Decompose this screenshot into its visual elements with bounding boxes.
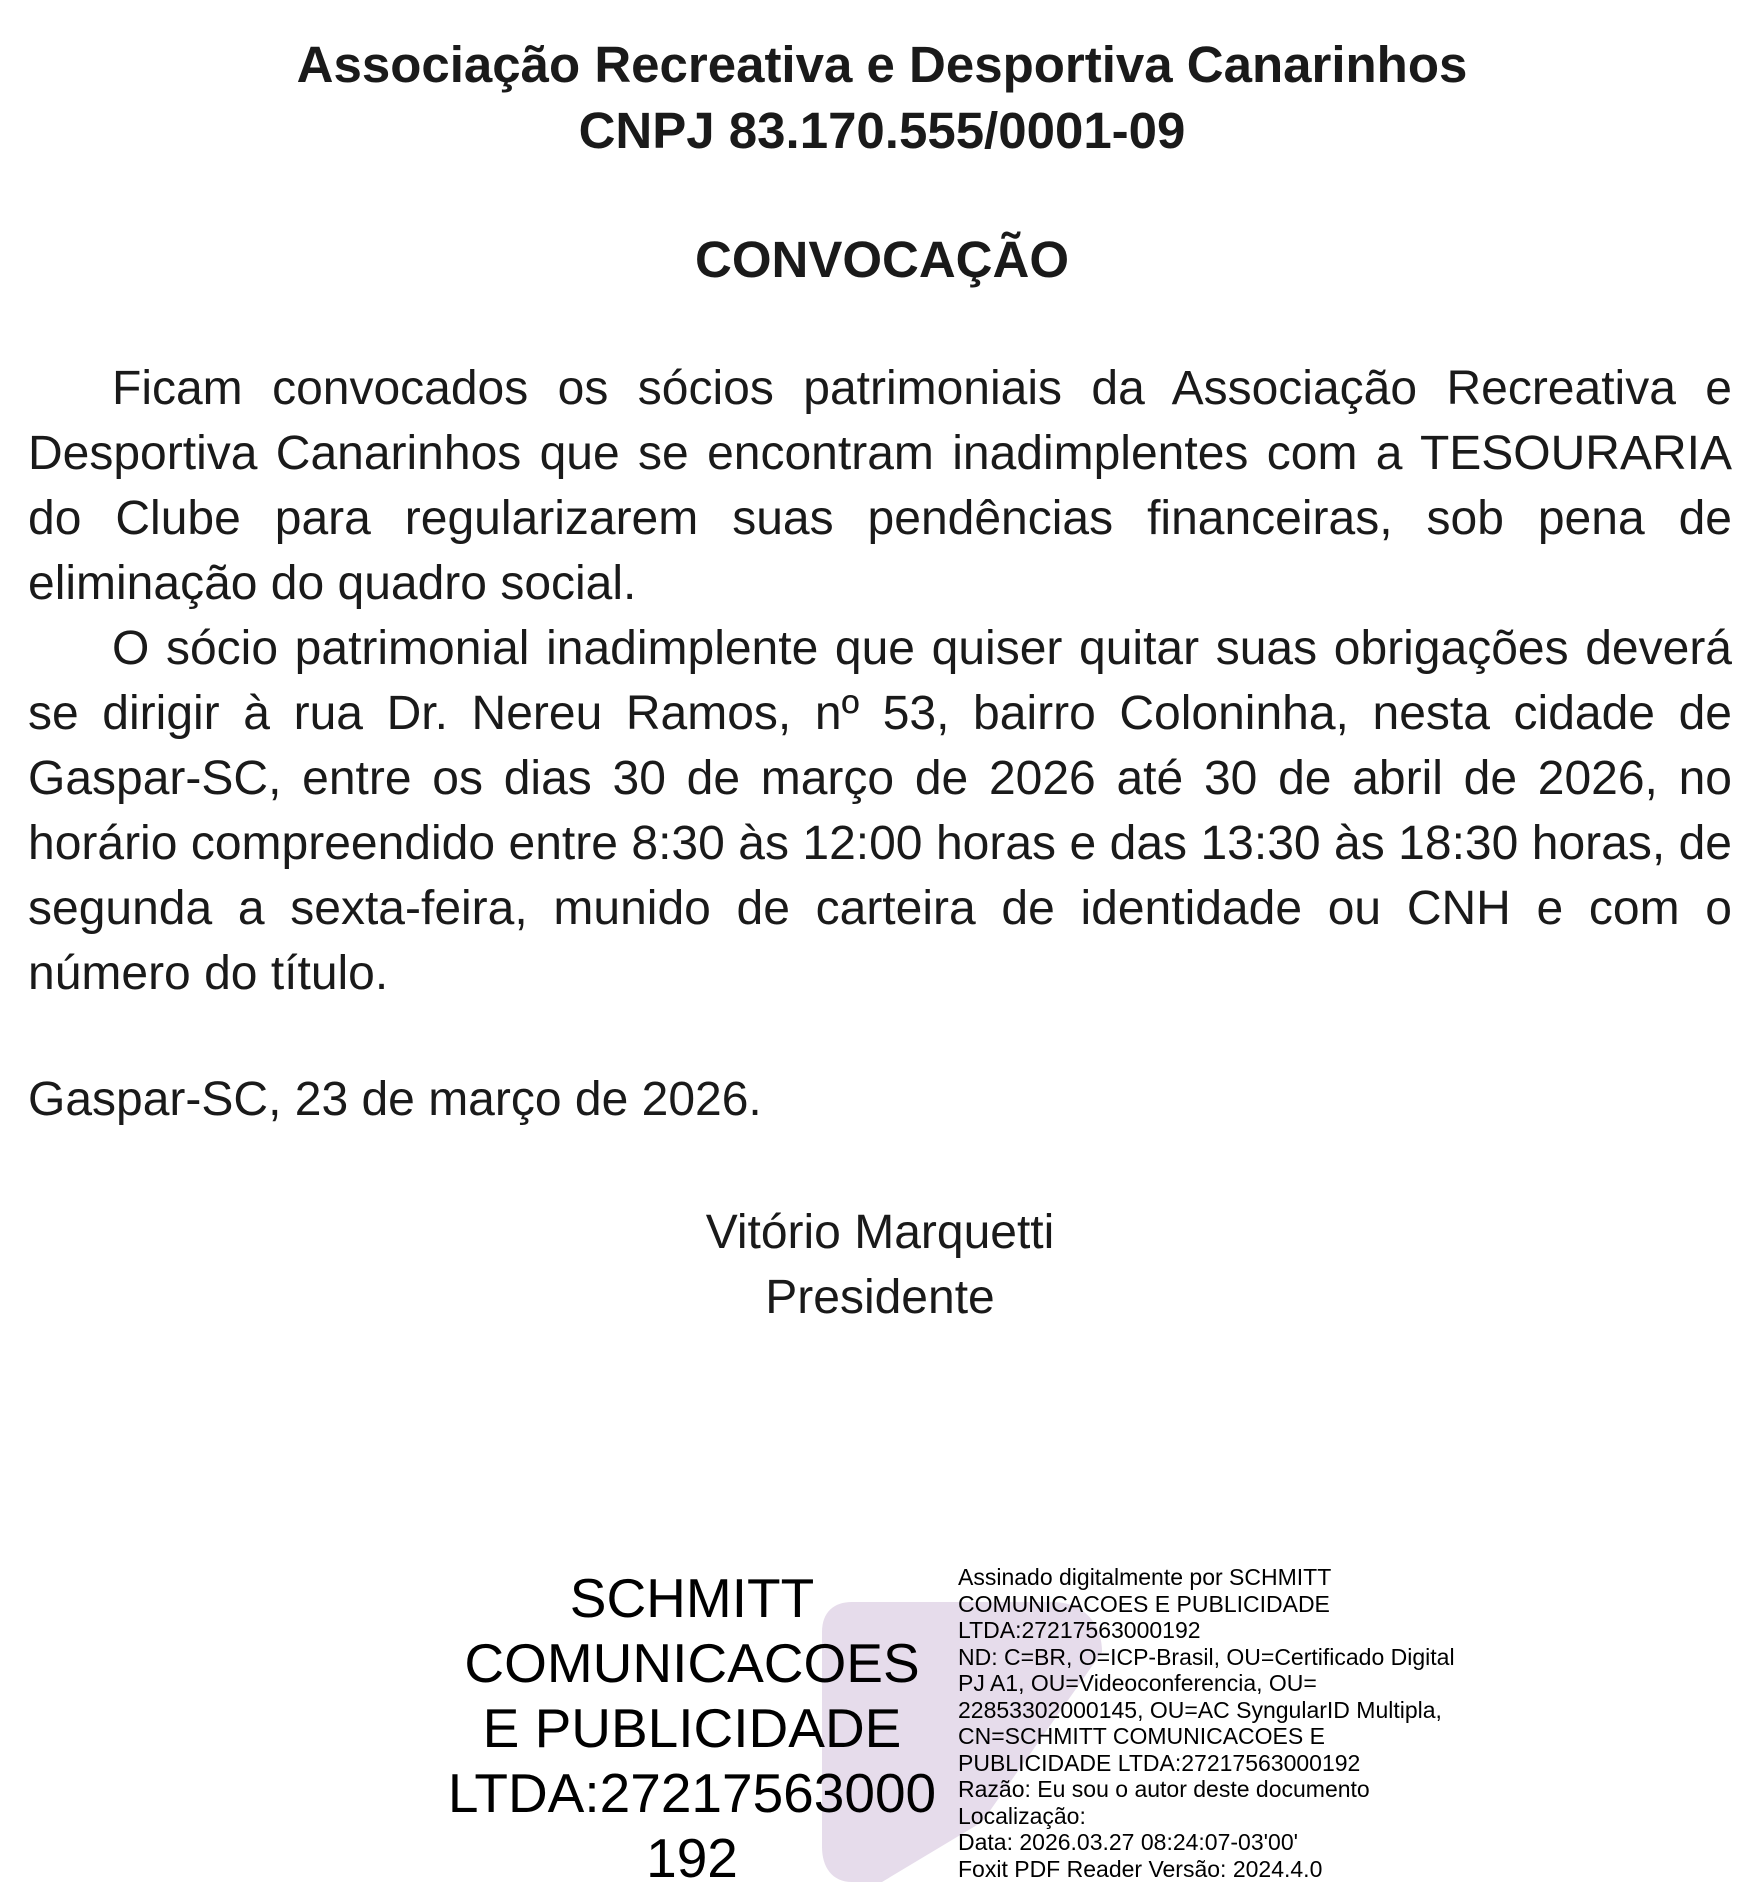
signature-detail-line: Assinado digitalmente por SCHMITT — [958, 1564, 1332, 1590]
signer-name-line: LTDA:27217563000 — [447, 1762, 937, 1824]
signature-detail-line: 22853302000145, OU=AC SyngularID Multipla, — [958, 1696, 1442, 1723]
paragraph-1: Ficam convocados os sócios patrimoniais da Associação Recreativa e Desportiva Canarinhos que se encontram inadimplentes com a TESOURARIA do Clube para regularizarem suas pendências financeiras, sob pena de eliminação do quadro social. — [28, 362, 1732, 610]
document-body — [28, 356, 1732, 1006]
signature-detail-line: LTDA:27217563000192 — [958, 1617, 1201, 1643]
signature-detail-line: ND: C=BR, O=ICP-Brasil, OU=Certificado Digital — [958, 1643, 1455, 1670]
organization-name: Associação Recreativa e Desportiva Canarinhos — [296, 36, 1468, 93]
signature-detail-line: Data: 2026.03.27 08:24:07-03'00' — [958, 1829, 1299, 1855]
organization-cnpj: CNPJ 83.170.555/0001-09 — [578, 102, 1186, 159]
signature-detail-line: Localização: — [958, 1802, 1086, 1829]
signer-name-line: 192 — [646, 1827, 738, 1889]
signer-name-line: COMUNICACOES — [464, 1632, 920, 1694]
signature-detail-line: PJ A1, OU=Videoconferencia, OU= — [958, 1670, 1317, 1696]
signature-detail-line: Razão: Eu sou o autor deste documento — [958, 1776, 1370, 1802]
signature-detail-line: PUBLICIDADE LTDA:27217563000192 — [958, 1749, 1361, 1776]
signature-block — [560, 1200, 1200, 1330]
signer-name-line: SCHMITT — [569, 1567, 815, 1629]
paragraph-2: O sócio patrimonial inadimplente que quiser quitar suas obrigações deverá se dirigir à rua Dr. Nereu Ramos, nº 53, bairro Coloninha, nesta cidade de Gaspar-SC, entre os dias 30 de março de 2026 até 30 de abril de 2026, no horário compreendido entre 8:30 às 12:00 horas e das 13:30 às 18:30 horas, de segunda a sexta-feira, munido de carteira de identidade ou CNH e com o número do título. — [28, 622, 1732, 1000]
signer-name-line: E PUBLICIDADE — [482, 1697, 902, 1759]
document-title: CONVOCAÇÃO — [694, 231, 1069, 288]
signature-detail-line: COMUNICACOES E PUBLICIDADE — [958, 1590, 1330, 1617]
date-line: Gaspar-SC, 23 de março de 2026. — [28, 1073, 762, 1126]
signature-detail-line: Foxit PDF Reader Versão: 2024.4.0 — [958, 1855, 1323, 1882]
digital-signature-name — [432, 1566, 952, 1891]
document-header — [0, 32, 1764, 164]
digital-signature-details — [958, 1564, 1758, 1882]
signatory-name: Vitório Marquetti — [705, 1206, 1055, 1259]
signatory-role: Presidente — [765, 1271, 995, 1324]
signature-detail-line: CN=SCHMITT COMUNICACOES E — [958, 1723, 1325, 1749]
